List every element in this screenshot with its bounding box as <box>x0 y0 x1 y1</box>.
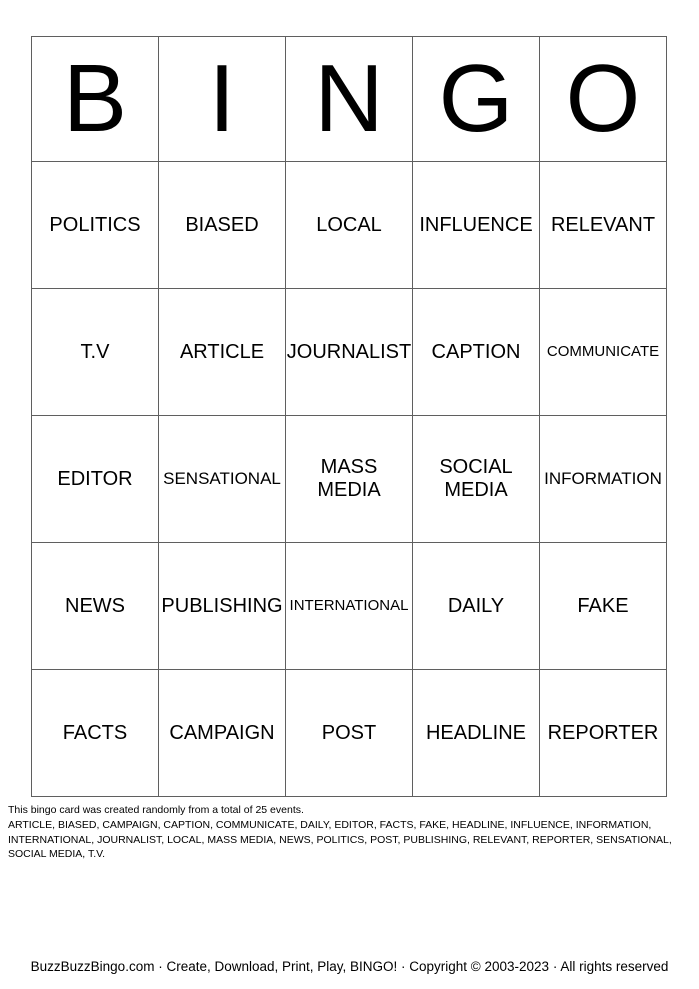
bingo-cell-text: CAMPAIGN <box>169 721 275 744</box>
bingo-cell-text: CAPTION <box>431 340 521 363</box>
bingo-header-letter <box>286 37 413 162</box>
bingo-cell <box>286 416 413 543</box>
bingo-card-table <box>31 36 667 797</box>
bingo-cell-text: DAILY <box>447 594 505 617</box>
header-letter-text: I <box>208 45 236 152</box>
header-letter-text: N <box>314 45 384 152</box>
bingo-cell-text: POST <box>321 721 377 744</box>
bingo-cell <box>286 289 413 416</box>
bingo-row <box>32 670 667 797</box>
bingo-cell <box>413 162 540 289</box>
bingo-header-letter <box>32 37 159 162</box>
bingo-cell-text: INFLUENCE <box>419 213 533 236</box>
bingo-header-letter <box>413 37 540 162</box>
bingo-cell <box>540 670 667 797</box>
card-creation-note: This bingo card was created randomly from a total of 25 events. <box>8 804 304 816</box>
bingo-cell-text: REPORTER <box>547 721 659 744</box>
bingo-cell <box>540 543 667 670</box>
bingo-cell <box>540 416 667 543</box>
bingo-row <box>32 162 667 289</box>
bingo-cell <box>413 670 540 797</box>
bingo-cell-text: EDITOR <box>57 467 133 490</box>
bingo-cell-text: LOCAL <box>316 213 382 236</box>
bingo-cell <box>413 416 540 543</box>
bingo-cell <box>32 543 159 670</box>
bingo-cell-text: SENSATIONAL <box>163 469 281 489</box>
bingo-cell <box>159 289 286 416</box>
bingo-cell-text: RELEVANT <box>550 213 656 236</box>
bingo-cell <box>32 416 159 543</box>
bingo-cell <box>540 289 667 416</box>
bingo-cell <box>159 543 286 670</box>
bingo-cell <box>32 289 159 416</box>
bingo-cell <box>286 543 413 670</box>
bingo-cell-text: ARTICLE <box>179 340 265 363</box>
bingo-cell-text: BIASED <box>185 213 259 236</box>
header-letter-text: O <box>565 45 641 152</box>
bingo-cell-text: COMMUNICATE <box>546 343 660 361</box>
header-letter-text: B <box>62 45 128 152</box>
bingo-cell <box>286 162 413 289</box>
bingo-cell-text: HEADLINE <box>425 721 527 744</box>
bingo-cell <box>413 289 540 416</box>
bingo-cell <box>540 162 667 289</box>
bingo-header-letter <box>159 37 286 162</box>
bingo-cell-text: NEWS <box>65 594 125 617</box>
bingo-cell <box>159 670 286 797</box>
bingo-header-row <box>32 37 667 162</box>
bingo-cell-text: JOURNALIST <box>286 340 412 363</box>
events-list: ARTICLE, BIASED, CAMPAIGN, CAPTION, COMMUNICATE, DAILY, EDITOR, FACTS, FAKE, HEADLINE, INFLUENCE, INFORMATION, INTERNATIONAL, JOURNALIST, LOCAL, MASS MEDIA, NEWS, POLITICS, POST, PUBLISHING, RELEVANT, REPORTER, SENSATIONAL, SOCIAL MEDIA, T.V. <box>8 818 672 861</box>
bingo-cell <box>32 162 159 289</box>
bingo-cell-text: PUBLISHING <box>161 594 283 617</box>
header-letter-text: G <box>438 45 514 152</box>
bingo-header-letter <box>540 37 667 162</box>
bingo-row <box>32 289 667 416</box>
bingo-cell-text: FAKE <box>577 594 629 617</box>
card-info-block <box>8 803 690 862</box>
bingo-cell <box>413 543 540 670</box>
bingo-cell <box>159 416 286 543</box>
bingo-cell <box>286 670 413 797</box>
bingo-cell <box>159 162 286 289</box>
bingo-cell-text: POLITICS <box>49 213 141 236</box>
copyright-line: BuzzBuzzBingo.com · Create, Download, Print, Play, BINGO! · Copyright © 2003-2023 · All rights reserved <box>30 959 669 974</box>
bingo-cell-text: MASS MEDIA <box>317 456 381 501</box>
bingo-row <box>32 416 667 543</box>
bingo-cell-text: INTERNATIONAL <box>289 597 409 615</box>
bingo-cell-text: T.V <box>80 340 110 363</box>
bingo-cell-text: SOCIAL MEDIA <box>439 456 513 501</box>
bingo-cell <box>32 670 159 797</box>
bingo-row <box>32 543 667 670</box>
bingo-cell-text: INFORMATION <box>544 469 662 489</box>
bingo-cell-text: FACTS <box>62 721 128 744</box>
